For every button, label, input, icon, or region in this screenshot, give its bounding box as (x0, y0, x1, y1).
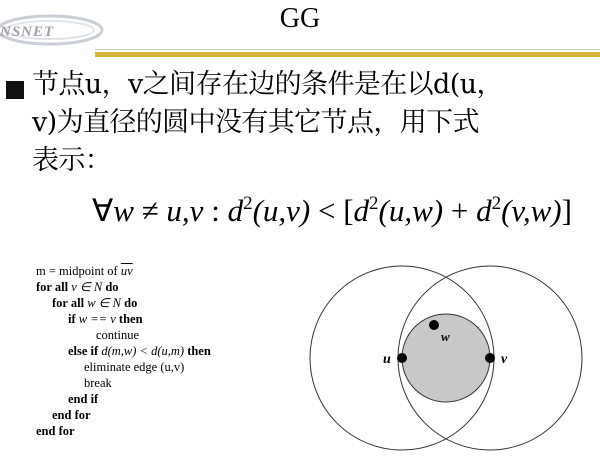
diameter-disk (402, 314, 490, 402)
slide-title: GG (279, 3, 321, 34)
gg-condition-formula (92, 193, 572, 229)
bullet-line: 节点u，v之间存在边的条件是在以d(u， (32, 69, 503, 100)
algo-text: d(m,w) < d(u,m) (98, 344, 188, 358)
formula-var: d (476, 193, 492, 228)
algo-keyword: then (187, 344, 211, 358)
algo-keyword: then (118, 312, 143, 326)
formula-arg: (u,w) (378, 193, 444, 228)
node-u-label: u (383, 352, 391, 367)
algo-keyword: if (68, 312, 76, 326)
formula-bracket: ] (561, 193, 572, 228)
algo-keyword: do (124, 296, 138, 310)
forall-symbol: ∀ (92, 193, 114, 228)
algo-line (36, 327, 211, 343)
node-w-label: w (441, 329, 450, 344)
header-rule-thin (95, 49, 600, 50)
bullet-paragraph (32, 66, 594, 180)
algo-text: m = midpoint of (36, 264, 121, 278)
header-rule (95, 52, 600, 57)
gabriel-graph-diagram (292, 235, 592, 465)
algo-keyword: end for (52, 408, 91, 422)
algo-segment: $\overline{uv}$ (120, 264, 133, 278)
algorithm-pseudocode (36, 263, 211, 439)
algo-keyword: for all (36, 280, 69, 294)
algo-keyword: end if (68, 392, 99, 406)
formula-op: + (443, 193, 477, 228)
algo-line (36, 359, 211, 375)
algo-line (36, 295, 211, 311)
node-v (485, 353, 495, 363)
algo-line (36, 279, 211, 295)
algo-keyword: end for (36, 424, 75, 438)
formula-arg: (v,w) (501, 193, 562, 228)
logo-text: NSNET (0, 24, 55, 40)
formula-var: w (113, 193, 134, 228)
formula-var: d (353, 193, 370, 228)
algo-keyword: else if (68, 344, 99, 358)
formula-op: ≠ (133, 193, 167, 228)
algo-line (36, 343, 211, 359)
algo-line (36, 311, 211, 327)
algo-text: w == v (75, 312, 119, 326)
algo-text: continue (96, 328, 140, 342)
formula-exponent: 2 (369, 193, 379, 214)
formula-arg: (u,v) (252, 193, 311, 228)
formula-bracket: [ (343, 193, 354, 228)
formula-exponent: 2 (491, 193, 502, 214)
algo-line (36, 375, 211, 391)
formula-exponent: 2 (243, 193, 253, 214)
algo-keyword: do (105, 280, 119, 294)
algo-line (36, 423, 211, 439)
bullet-line: 表示： (32, 145, 112, 176)
formula-var: d (227, 193, 244, 228)
node-w (429, 320, 439, 330)
formula-op: < (310, 193, 344, 228)
algo-text: w ∈ N (84, 296, 125, 310)
formula-var: u,v (166, 193, 204, 228)
bullet-square-icon (6, 81, 24, 99)
node-u (397, 353, 407, 363)
algo-line (36, 263, 211, 279)
algo-text: break (84, 376, 112, 390)
node-v-label: v (501, 352, 508, 367)
algo-text: eliminate edge (u,v) (84, 360, 185, 374)
algo-line (36, 407, 211, 423)
algo-keyword: for all (52, 296, 85, 310)
algo-text: v ∈ N (68, 280, 106, 294)
formula-op: : (203, 193, 228, 228)
bullet-line: v)为直径的圆中没有其它节点，用下式 (32, 107, 479, 138)
algo-line (36, 391, 211, 407)
